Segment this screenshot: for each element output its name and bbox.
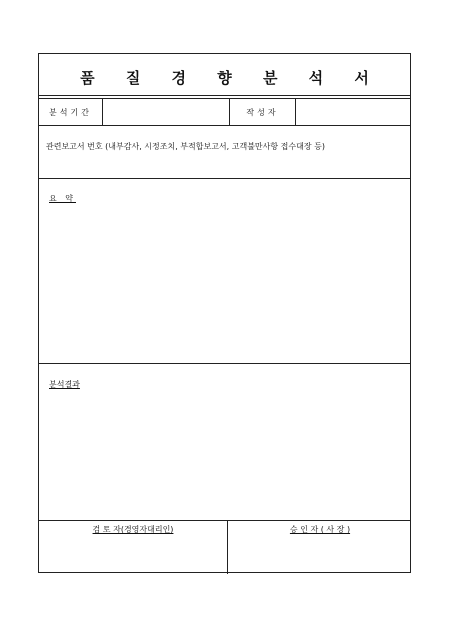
analysis-result-label: 분석결과: [49, 380, 80, 389]
approver-signature-cell: [228, 521, 412, 574]
reviewer-signature-cell: [39, 521, 228, 574]
related-reports-label: 관련보고서 번호 (내부감사, 시정조치, 부적합보고서, 고객불만사항 접수대장 등): [46, 142, 325, 151]
related-reports-row[interactable]: [39, 126, 410, 179]
analysis-period-label: 분석기간: [39, 99, 103, 125]
document-title: 품 질 경 향 분 석 서: [80, 69, 382, 87]
analysis-result-field[interactable]: [45, 394, 404, 514]
analysis-period-field[interactable]: [103, 99, 230, 125]
summary-section: [39, 179, 410, 364]
author-label: 작성자: [230, 99, 296, 125]
title-row: [39, 54, 410, 99]
analysis-result-section: [39, 364, 410, 521]
summary-label: 요 약: [49, 194, 76, 203]
reviewer-signature-field[interactable]: [43, 537, 223, 570]
info-row: [39, 99, 410, 126]
signature-row: [39, 521, 410, 574]
author-field[interactable]: [296, 99, 412, 125]
approver-signature-field[interactable]: [232, 537, 408, 570]
summary-field[interactable]: [45, 209, 404, 357]
approver-label: 승 인 자 ( 사 장 ): [289, 525, 351, 534]
quality-trend-analysis-form: [38, 53, 411, 573]
reviewer-label: 검 토 자(경영자대리인): [92, 525, 174, 534]
